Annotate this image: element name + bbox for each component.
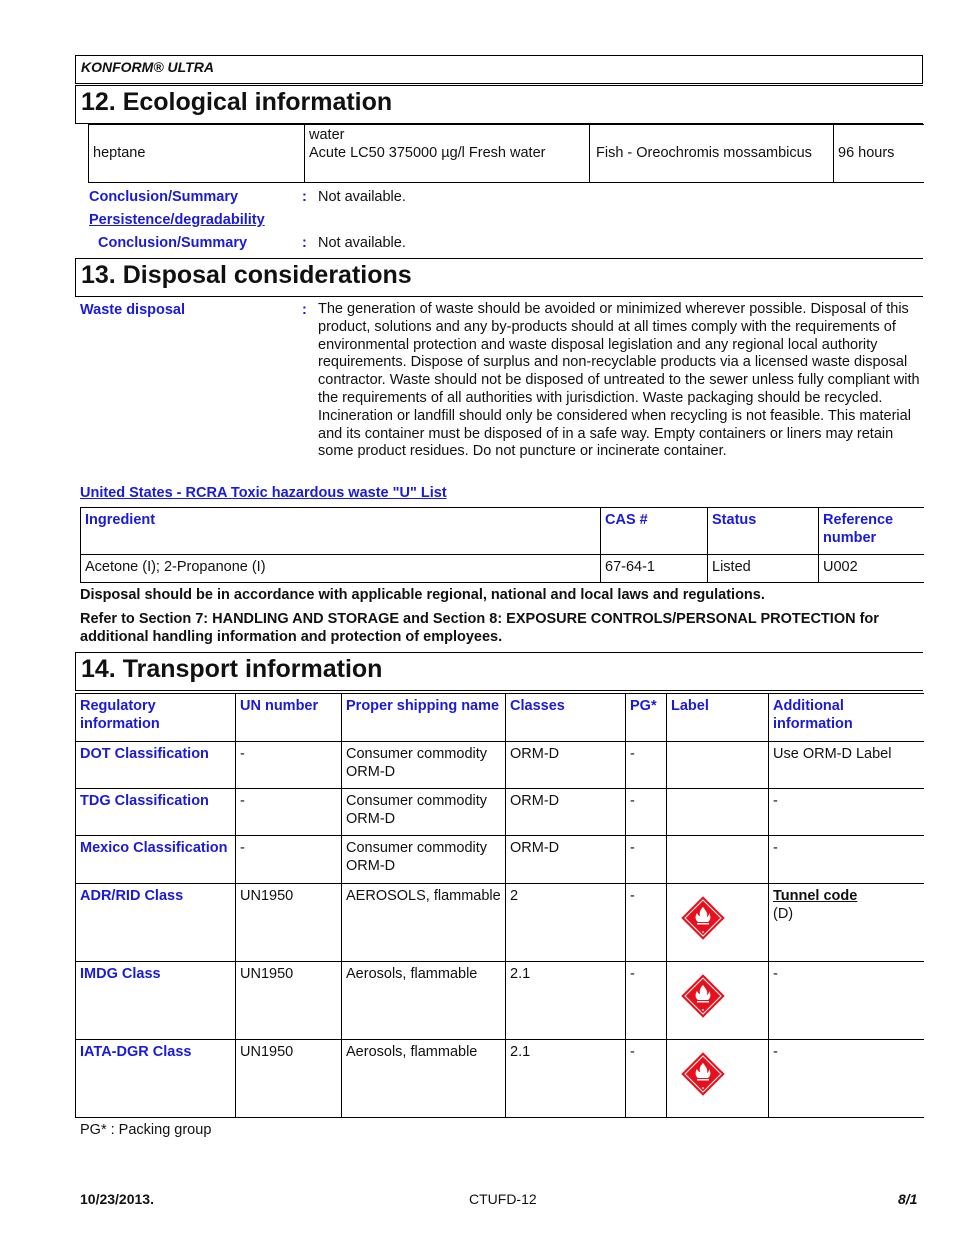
ingredient-cell: Acetone (I); 2-Propanone (I) <box>81 555 601 583</box>
waste-disposal-text: The generation of waste should be avoided or minimized wherever possible. Disposal of this product, solutions and any by-products should at all times comply with the requirements of environmental protection and waste disposal legislation and any regional local authority requirements. Dispose of surplus and non-recyclable products via a licensed waste disposal contractor. Waste should not be disposed of untreated to the sewer unless fully compliant with the requirements of all authorities with jurisdiction. Waste packaging should be recycled. Incineration or landfill should only be considered when recycling is not feasible. This material and its container must be disposed of in a safe way. Empty containers or liners may retain some product residues. Do not puncture or incinerate container. <box>318 301 920 460</box>
flammable-diamond-icon <box>681 896 725 940</box>
classes-cell: ORM-D <box>506 742 626 789</box>
table-row <box>81 555 925 583</box>
classes-cell: ORM-D <box>506 789 626 836</box>
regulatory-header: Regulatory information <box>76 694 236 742</box>
product-name: KONFORM® ULTRA <box>75 55 923 84</box>
conclusion-value: Not available. <box>318 189 406 205</box>
section-12-title: 12. Ecological information <box>75 85 923 124</box>
footer-date: 10/23/2013. <box>80 1191 154 1207</box>
status-cell: Listed <box>708 555 819 583</box>
table-row <box>76 789 925 836</box>
transport-table <box>75 693 924 1118</box>
label-cell <box>667 962 769 1040</box>
shipping-name-cell: Consumer commodity ORM-D <box>342 789 506 836</box>
footer-code: CTUFD-12 <box>469 1191 537 1207</box>
classes-cell: ORM-D <box>506 836 626 884</box>
additional-cell: - <box>769 789 925 836</box>
classes-cell: 2.1 <box>506 962 626 1040</box>
ingredient-cell: heptane <box>89 125 305 183</box>
shipping-name-cell: AEROSOLS, flammable <box>342 884 506 962</box>
pg-cell: - <box>626 1040 667 1118</box>
rcra-list-title: United States - RCRA Toxic hazardous waste "U" List <box>80 485 447 501</box>
species-cell: Fish - Oreochromis mossambicus <box>590 125 834 183</box>
regulatory-cell: IMDG Class <box>76 962 236 1040</box>
pg-footnote: PG* : Packing group <box>80 1122 212 1138</box>
pg-header: PG* <box>626 694 667 742</box>
additional-cell: - <box>769 962 925 1040</box>
colon: : <box>302 189 307 205</box>
ingredient-header: Ingredient <box>81 508 601 555</box>
un-number-cell: UN1950 <box>236 962 342 1040</box>
cas-cell: 67-64-1 <box>601 555 708 583</box>
result-cell <box>305 125 590 183</box>
section-14-title: 14. Transport information <box>75 652 923 691</box>
reference-note: Refer to Section 7: HANDLING AND STORAGE and Section 8: EXPOSURE CONTROLS/PERSONAL PROTECTION for additional handling information and protection of employees. <box>80 611 879 645</box>
pg-cell: - <box>626 884 667 962</box>
persistence-conclusion-value: Not available. <box>318 235 406 251</box>
un-number-cell: - <box>236 789 342 836</box>
flammable-diamond-icon <box>681 974 725 1018</box>
table-header-row <box>76 694 925 742</box>
label-cell <box>667 836 769 884</box>
shipping-name-cell: Consumer commodity ORM-D <box>342 836 506 884</box>
disposal-note: Disposal should be in accordance with applicable regional, national and local laws and regulations. <box>80 587 765 603</box>
persistence-conclusion-label: Conclusion/Summary <box>98 235 248 251</box>
regulatory-cell: ADR/RID Class <box>76 884 236 962</box>
table-row <box>89 125 925 183</box>
colon: : <box>302 302 307 318</box>
regulatory-cell: IATA-DGR Class <box>76 1040 236 1118</box>
additional-cell: Use ORM-D Label <box>769 742 925 789</box>
waste-disposal-label: Waste disposal <box>80 302 186 318</box>
additional-cell <box>769 884 925 962</box>
shipping-name-cell: Aerosols, flammable <box>342 1040 506 1118</box>
un-number-cell: - <box>236 742 342 789</box>
label-cell <box>667 1040 769 1118</box>
regulatory-cell: Mexico Classification <box>76 836 236 884</box>
cas-header: CAS # <box>601 508 708 555</box>
regulatory-cell: TDG Classification <box>76 789 236 836</box>
section-13-title: 13. Disposal considerations <box>75 258 923 297</box>
table-header-row <box>81 508 925 555</box>
persistence-heading: Persistence/degradability <box>89 212 265 228</box>
status-header: Status <box>708 508 819 555</box>
result-line-2: Acute LC50 375000 µg/l Fresh water <box>309 145 546 162</box>
pg-cell: - <box>626 962 667 1040</box>
pg-cell: - <box>626 742 667 789</box>
conclusion-label: Conclusion/Summary <box>89 189 239 205</box>
label-cell <box>667 884 769 962</box>
un-number-cell: UN1950 <box>236 884 342 962</box>
classes-cell: 2 <box>506 884 626 962</box>
shipping-name-header: Proper shipping name <box>342 694 506 742</box>
ecotox-table <box>88 124 924 183</box>
shipping-name-cell: Aerosols, flammable <box>342 962 506 1040</box>
regulatory-cell: DOT Classification <box>76 742 236 789</box>
label-header: Label <box>667 694 769 742</box>
pg-cell: - <box>626 836 667 884</box>
classes-header: Classes <box>506 694 626 742</box>
rcra-table <box>80 507 924 583</box>
additional-cell: - <box>769 1040 925 1118</box>
flammable-diamond-icon <box>681 1052 725 1096</box>
additional-header: Additional information <box>769 694 925 742</box>
table-row <box>76 836 925 884</box>
result-line-1: water <box>309 127 345 143</box>
additional-cell: - <box>769 836 925 884</box>
classes-cell: 2.1 <box>506 1040 626 1118</box>
label-cell <box>667 789 769 836</box>
tunnel-code-value: (D) <box>773 906 794 923</box>
reference-header: Reference number <box>819 508 925 555</box>
table-row <box>76 962 925 1040</box>
table-row <box>76 1040 925 1118</box>
un-number-header: UN number <box>236 694 342 742</box>
table-row <box>76 742 925 789</box>
colon: : <box>302 235 307 251</box>
table-row <box>76 884 925 962</box>
un-number-cell: - <box>236 836 342 884</box>
footer-page-number: 8/1 <box>898 1191 918 1207</box>
un-number-cell: UN1950 <box>236 1040 342 1118</box>
reference-cell: U002 <box>819 555 925 583</box>
exposure-cell: 96 hours <box>834 125 925 183</box>
pg-cell: - <box>626 789 667 836</box>
tunnel-code-label: Tunnel code <box>773 888 858 904</box>
shipping-name-cell: Consumer commodity ORM-D <box>342 742 506 789</box>
label-cell <box>667 742 769 789</box>
